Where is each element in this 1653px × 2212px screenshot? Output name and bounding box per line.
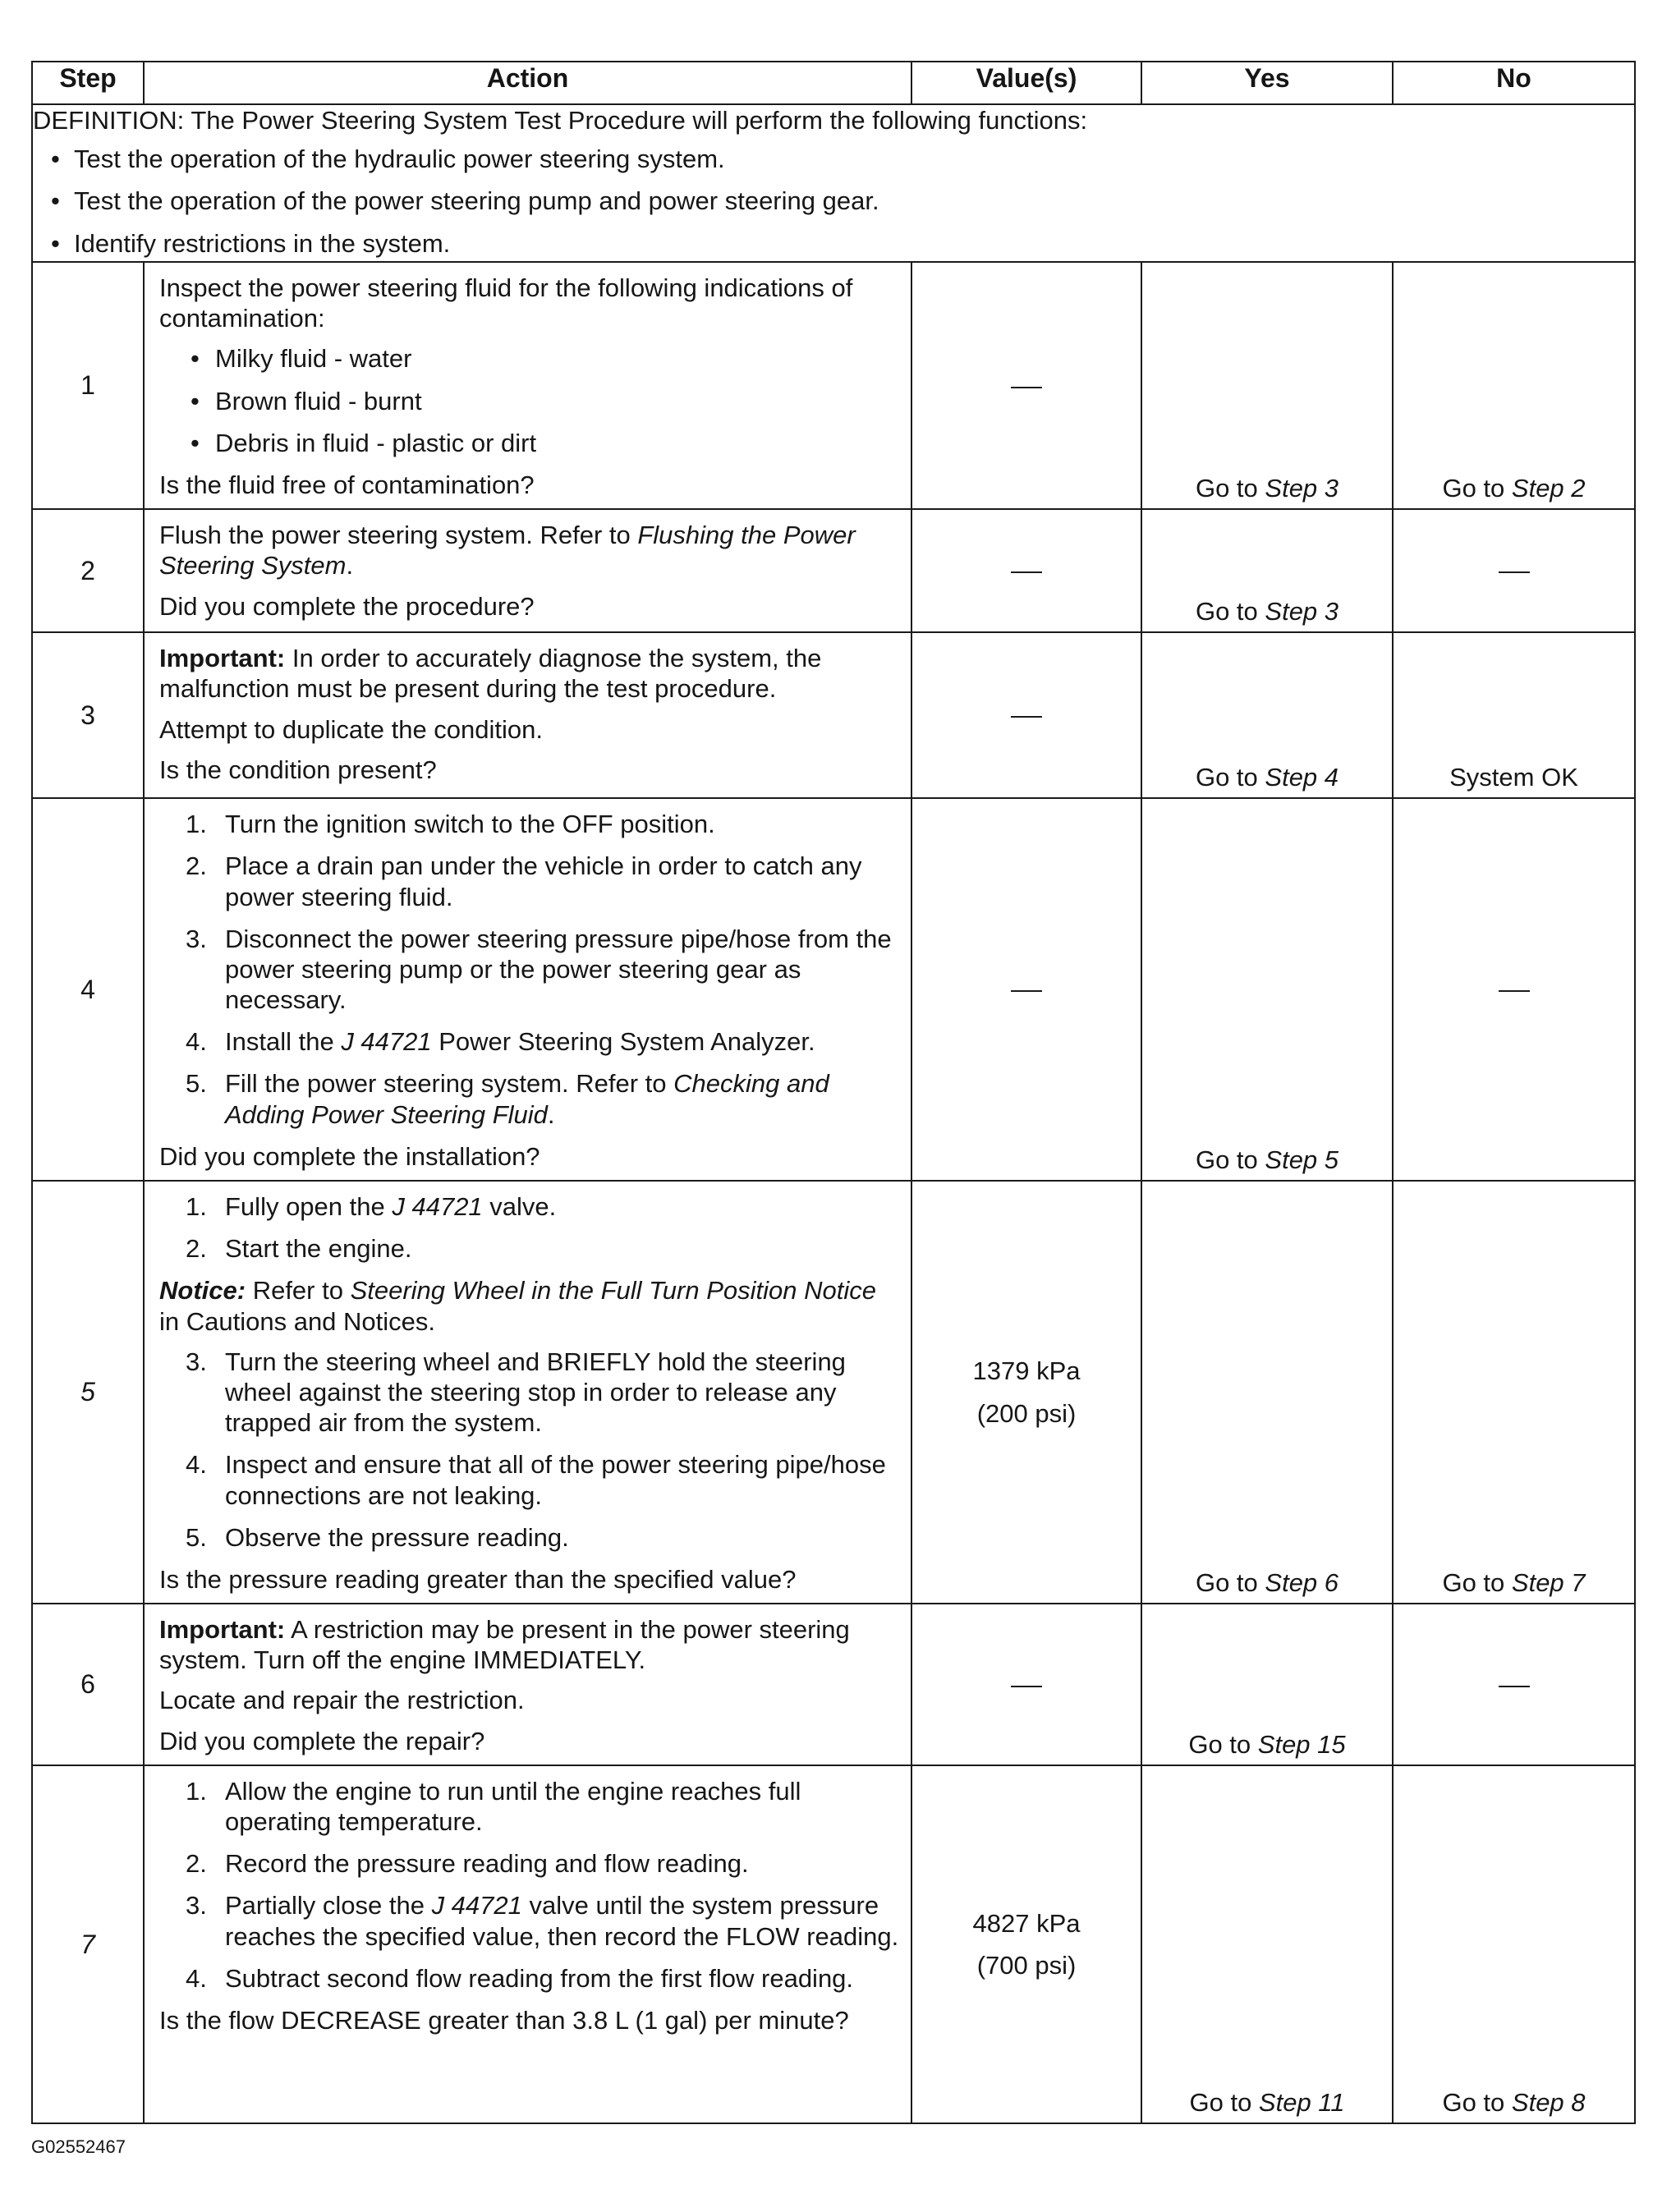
dash-mark	[1011, 387, 1042, 388]
notice-suffix: in Cautions and Notices.	[159, 1306, 436, 1336]
figure-id: G02552467	[31, 2136, 126, 2157]
action-item	[159, 1522, 899, 1553]
yes-prefix: Go to	[1195, 1567, 1265, 1597]
action-question: Did you complete the procedure?	[159, 591, 535, 621]
step-no	[1393, 798, 1635, 1181]
yes-step-ref: Step 15	[1257, 1729, 1346, 1759]
yes-prefix: Go to	[1188, 1729, 1258, 1759]
step-action	[144, 798, 911, 1181]
item-prefix: Fully open the	[225, 1192, 393, 1221]
text-reference: Flushing the Power Steering System	[159, 521, 856, 581]
item-text: Place a drain pan under the vehicle in order to catch any power steering fluid.	[225, 851, 862, 911]
action-text: Locate and repair the restriction.	[159, 1686, 525, 1715]
text-suffix: .	[346, 551, 354, 581]
item-number: 3.	[186, 1347, 207, 1376]
yes-prefix: Go to	[1195, 762, 1265, 792]
item-number: 4.	[186, 1963, 207, 1993]
dash-mark	[1011, 1686, 1042, 1687]
no-prefix: Go to	[1442, 473, 1512, 503]
header-row	[32, 62, 1635, 104]
item-prefix: Fill the power steering system. Refer to	[225, 1069, 674, 1099]
important-label: Important:	[159, 1615, 286, 1645]
yes-step-ref: Step 3	[1265, 596, 1339, 626]
tool-ref: J 44721	[431, 1891, 522, 1921]
step-number: 2	[32, 509, 144, 632]
item-text: Turn the steering wheel and BRIEFLY hold the steering wheel against the steering stop in order to release any trapped air from the system.	[225, 1347, 846, 1438]
step-yes	[1141, 509, 1393, 632]
step-no	[1393, 1604, 1635, 1765]
header-no: No	[1393, 62, 1635, 104]
value-primary: 1379 kPa	[972, 1356, 1081, 1386]
step-row-4	[32, 798, 1635, 1181]
no-step-ref: Step 8	[1511, 2087, 1586, 2117]
action-question: Is the condition present?	[159, 755, 437, 784]
step-value	[911, 262, 1141, 509]
item-text: Observe the pressure reading.	[225, 1522, 569, 1552]
dash-mark	[1011, 990, 1042, 992]
step-yes	[1141, 632, 1393, 798]
item-prefix: Install the	[225, 1027, 342, 1057]
action-text: Attempt to duplicate the condition.	[159, 714, 544, 744]
no-prefix: Go to	[1442, 1567, 1512, 1597]
action-notice	[159, 1275, 899, 1336]
step-yes	[1141, 798, 1393, 1181]
item-number: 4.	[186, 1450, 207, 1480]
step-row-1	[32, 262, 1635, 509]
action-item	[159, 851, 899, 911]
step-no	[1393, 262, 1635, 509]
header-yes: Yes	[1141, 62, 1393, 104]
text-reference: Checking and Adding Power Steering Fluid	[225, 1069, 829, 1129]
step-no	[1393, 509, 1635, 632]
action-question: Is the pressure reading greater than the specified value?	[159, 1564, 797, 1594]
step-yes	[1141, 1181, 1393, 1604]
step-value	[911, 509, 1141, 632]
yes-prefix: Go to	[1189, 2087, 1259, 2117]
dash-mark	[1499, 990, 1530, 992]
item-text: Disconnect the power steering pressure pipe/hose from the power steering pump or the power steering gear as necessary.	[225, 924, 892, 1015]
tool-ref: J 44721	[341, 1027, 432, 1057]
item-number: 3.	[186, 924, 207, 953]
step-number: 4	[32, 798, 144, 1181]
step-number: 6	[32, 1604, 144, 1765]
important-text: In order to accurately diagnose the system, the malfunction must be present during the test procedure.	[159, 644, 822, 704]
action-bullet: • Brown fluid - burnt	[159, 386, 899, 416]
tool-ref: J 44721	[392, 1192, 483, 1221]
step-number: 5	[32, 1181, 144, 1604]
important-text: A restriction may be present in the power steering system. Turn off the engine IMMEDIATELY.	[159, 1615, 850, 1675]
action-item	[159, 1963, 899, 1994]
item-number: 4.	[186, 1027, 207, 1057]
action-question: Is the flow DECREASE greater than 3.8 L (1 gal) per minute?	[159, 2005, 849, 2035]
value-secondary: (200 psi)	[976, 1398, 1077, 1428]
notice-reference: Steering Wheel in the Full Turn Position Notice	[350, 1276, 876, 1306]
step-action	[144, 509, 911, 632]
definition-row	[32, 104, 1635, 262]
yes-prefix: Go to	[1195, 1145, 1265, 1174]
action-text: Inspect the power steering fluid for the following indications of contamination:	[159, 273, 853, 333]
step-no	[1393, 1181, 1635, 1604]
definition-bullet: • Test the operation of the power steering pump and power steering gear.	[33, 186, 1634, 216]
step-action	[144, 1765, 911, 2123]
item-text: Allow the engine to run until the engine reaches full operating temperature.	[225, 1776, 801, 1836]
dash-mark	[1499, 571, 1530, 573]
step-action	[144, 262, 911, 509]
definition-text: DEFINITION: The Power Steering System Test Procedure will perform the following functions:	[33, 106, 1088, 135]
notice-prefix: Refer to	[246, 1276, 351, 1306]
step-no: System OK	[1393, 632, 1635, 798]
item-text: Inspect and ensure that all of the power steering pipe/hose connections are not leaking.	[225, 1450, 886, 1510]
action-important	[159, 643, 899, 704]
header-action: Action	[144, 62, 911, 104]
action-text	[159, 520, 899, 581]
action-item	[159, 1026, 899, 1057]
item-number: 5.	[186, 1522, 207, 1552]
step-value	[911, 798, 1141, 1181]
action-item	[159, 1347, 899, 1439]
item-text: Subtract second flow reading from the first flow reading.	[225, 1963, 854, 1993]
action-bullet: • Milky fluid - water	[159, 343, 899, 374]
step-action	[144, 632, 911, 798]
value-primary: 4827 kPa	[972, 1908, 1081, 1938]
step-number: 7	[32, 1765, 144, 2123]
value-secondary: (700 psi)	[976, 1950, 1077, 1980]
action-item	[159, 809, 899, 839]
action-question: Did you complete the installation?	[159, 1141, 540, 1171]
step-no	[1393, 1765, 1635, 2123]
item-text: Start the engine.	[225, 1234, 412, 1264]
action-item	[159, 1848, 899, 1879]
item-suffix: .	[547, 1099, 555, 1129]
no-step-ref: Step 7	[1511, 1567, 1586, 1597]
header-values: Value(s)	[911, 62, 1141, 104]
action-item	[159, 1890, 899, 1951]
item-prefix: Partially close the	[225, 1891, 432, 1921]
step-number: 1	[32, 262, 144, 509]
dash-mark	[1011, 571, 1042, 573]
yes-step-ref: Step 5	[1265, 1145, 1339, 1174]
header-step: Step	[32, 62, 144, 104]
yes-prefix: Go to	[1195, 473, 1265, 503]
step-action	[144, 1604, 911, 1765]
dash-mark	[1499, 1686, 1530, 1687]
procedure-sheet	[31, 61, 1634, 2124]
item-number: 1.	[186, 1776, 207, 1806]
yes-step-ref: Step 4	[1265, 762, 1339, 792]
step-value	[911, 1604, 1141, 1765]
item-suffix: valve until the system pressure reaches the specified value, then record the FLOW reading.	[225, 1891, 899, 1951]
no-prefix: Go to	[1442, 2087, 1512, 2117]
step-number: 3	[32, 632, 144, 798]
notice-label: Notice:	[159, 1276, 246, 1306]
step-row-7	[32, 1765, 1635, 2123]
step-yes	[1141, 1765, 1393, 2123]
step-row-5	[32, 1181, 1635, 1604]
step-row-6	[32, 1604, 1635, 1765]
item-number: 5.	[186, 1069, 207, 1099]
dash-mark	[1011, 716, 1042, 718]
item-number: 1.	[186, 1192, 207, 1221]
procedure-table	[31, 61, 1636, 2124]
definition-cell	[32, 104, 1635, 262]
item-suffix: valve.	[482, 1192, 557, 1221]
action-item	[159, 1191, 899, 1222]
item-number: 1.	[186, 810, 207, 839]
action-important	[159, 1614, 899, 1675]
item-suffix: Power Steering System Analyzer.	[431, 1027, 815, 1057]
step-value	[911, 1181, 1141, 1604]
item-number: 2.	[186, 1234, 207, 1264]
step-yes	[1141, 262, 1393, 509]
yes-step-ref: Step 6	[1265, 1567, 1339, 1597]
item-number: 2.	[186, 851, 207, 881]
action-item	[159, 924, 899, 1016]
action-question: Did you complete the repair?	[159, 1726, 485, 1755]
definition-bullet: • Identify restrictions in the system.	[33, 228, 1634, 259]
no-step-ref: Step 2	[1511, 473, 1586, 503]
yes-prefix: Go to	[1195, 596, 1265, 626]
action-bullet: • Debris in fluid - plastic or dirt	[159, 428, 899, 458]
step-row-2	[32, 509, 1635, 632]
yes-step-ref: Step 11	[1258, 2087, 1345, 2117]
step-value	[911, 632, 1141, 798]
action-item	[159, 1233, 899, 1264]
important-label: Important:	[159, 644, 286, 673]
action-item	[159, 1776, 899, 1837]
item-text: Record the pressure reading and flow reading.	[225, 1849, 749, 1879]
item-number: 3.	[186, 1891, 207, 1921]
action-question: Is the fluid free of contamination?	[159, 470, 535, 499]
item-number: 2.	[186, 1849, 207, 1879]
step-row-3	[32, 632, 1635, 798]
action-item	[159, 1068, 899, 1129]
definition-bullet: • Test the operation of the hydraulic power steering system.	[33, 144, 1634, 174]
step-value	[911, 1765, 1141, 2123]
text-prefix: Flush the power steering system. Refer to	[159, 521, 638, 550]
step-action	[144, 1181, 911, 1604]
step-yes	[1141, 1604, 1393, 1765]
action-item	[159, 1449, 899, 1510]
item-text: Turn the ignition switch to the OFF position.	[225, 810, 715, 839]
yes-step-ref: Step 3	[1265, 473, 1339, 503]
